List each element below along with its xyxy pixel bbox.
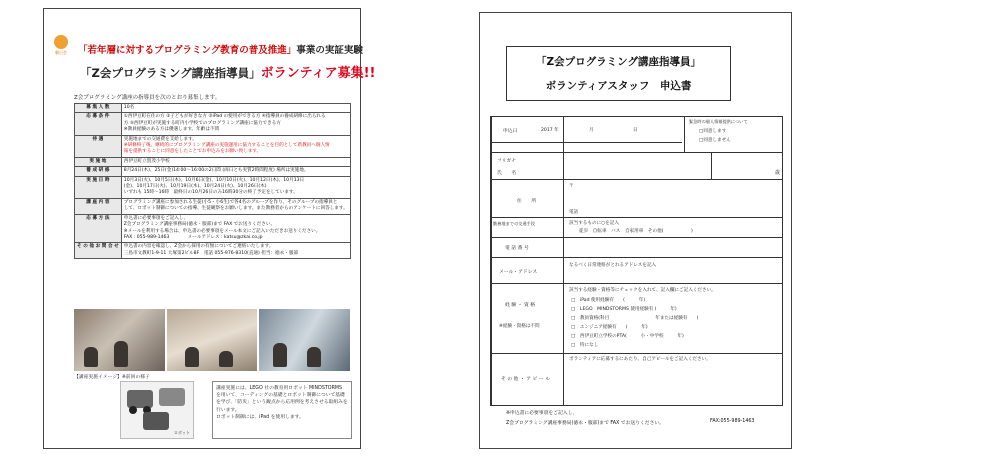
classroom-photos bbox=[74, 309, 350, 371]
details-row-value bbox=[121, 198, 350, 214]
form-footer-instruction: Z会プログラミング講座事務局(徳永・服部)まで FAX でお送りください。 bbox=[506, 421, 664, 426]
date-day: 日 bbox=[633, 128, 638, 133]
lightbulb-icon bbox=[54, 35, 68, 49]
classroom-photo bbox=[259, 309, 350, 371]
details-line: (金)、10月17日(火)、10月19日(木)、10月24日(火)、10月26日(木) bbox=[123, 184, 267, 190]
address-phone-label: 電話 bbox=[569, 210, 579, 215]
classroom-photo bbox=[167, 309, 258, 371]
qualification-checkbox-item[interactable]: □ LEGO MINDSTORMS 使用経験有 ( 年) bbox=[571, 307, 677, 312]
photo-caption: 【講座実施イメージ】※前回の様子 bbox=[74, 375, 150, 380]
details-line: 実施地までの交通費を支給します。 bbox=[123, 136, 197, 142]
address-label: 住 所 bbox=[517, 199, 537, 204]
details-row-value bbox=[121, 135, 350, 157]
details-row-label: そ の 他 お 問 合 せ bbox=[75, 243, 122, 259]
email-label: メール・アドレス bbox=[499, 270, 538, 275]
recruitment-flyer-page bbox=[43, 8, 376, 449]
form-title-line2: ボランティアスタッフ 申込書 bbox=[545, 80, 692, 92]
details-row-label: 実 施 日 時 bbox=[75, 176, 122, 198]
details-row-label: 応 募 方 法 bbox=[75, 214, 122, 243]
details-row bbox=[75, 214, 351, 243]
form-title-box bbox=[506, 46, 731, 101]
qualification-checkbox-item[interactable]: □ エンジニア経験有 ( 年) bbox=[571, 325, 648, 330]
fax-number: FAX:055-989-1463 bbox=[710, 419, 755, 424]
person-figure bbox=[84, 347, 98, 367]
details-row-value bbox=[121, 214, 350, 243]
description-line: 行います。 bbox=[216, 407, 240, 413]
details-line: 方 ⑤西伊豆町が実施する町内小学校でのプログラミング講座に協力できる方 bbox=[123, 120, 281, 126]
details-line: いずれも 15時～16時 最終日の10月26日のみ16時30分の終了予定をしています。 bbox=[123, 190, 298, 196]
description-line: 講座実施には、LEGO 社の教育用ロボット MINDSTORMS bbox=[216, 386, 343, 391]
furigana-label: フリガナ bbox=[497, 159, 516, 164]
transport-label: 勤務地までの交通手段 bbox=[493, 221, 535, 226]
details-row bbox=[75, 167, 351, 176]
details-line: プログラミング講座に参加される生徒(小5・小6生)で各4名のグループを作り、そのグループの指導員と bbox=[123, 199, 338, 205]
flyer-title-accent: ボランティア募集!! bbox=[260, 66, 376, 81]
details-row-value bbox=[121, 157, 350, 166]
description-line: ロボット制御には、iPad を使用します。 bbox=[216, 414, 304, 420]
program-description bbox=[212, 381, 352, 439]
transport-instruction: 該当するものに○を記入 bbox=[569, 221, 619, 226]
details-row bbox=[75, 157, 351, 166]
details-row bbox=[75, 135, 351, 157]
appeal-instruction: ボランティアに応募するにあたり、自己アピールをご記入ください。 bbox=[569, 357, 711, 362]
details-row-label: 実 施 地 bbox=[75, 157, 122, 166]
headline-suffix: 事業の実証実験 bbox=[296, 45, 363, 56]
qualification-checkbox-item[interactable]: □ 教員資格(科目 年または経験有 ) bbox=[571, 316, 699, 321]
date-label: 申込日 bbox=[503, 129, 518, 134]
flyer-headline bbox=[78, 42, 363, 56]
details-row-value bbox=[121, 243, 350, 259]
age-unit: 歳 bbox=[775, 170, 781, 176]
organization-logo bbox=[50, 35, 72, 61]
details-line: 西伊豆町立賀茂小学校 bbox=[123, 158, 170, 164]
project-name: 「若年層に対するプログラミング教育の普及推進」 bbox=[78, 45, 297, 56]
person-figure bbox=[273, 343, 287, 367]
details-row-label: 応 募 条 件 bbox=[75, 113, 122, 135]
person-figure bbox=[114, 341, 128, 367]
details-row-value bbox=[121, 167, 350, 176]
qualification-note: ※経験・資格は不問 bbox=[499, 324, 540, 329]
details-line: ※教員経験のある方は優遇します。年齢は不問 bbox=[123, 127, 220, 133]
details-row-value bbox=[121, 104, 350, 113]
transport-options[interactable]: 徒歩 自転車 バス 自家用車 その他( ) bbox=[579, 229, 693, 234]
qualification-checkbox-item[interactable]: □ 西伊豆町立学校のPTA( 小・中学校 年) bbox=[571, 334, 684, 339]
date-year: 2017 年 bbox=[541, 128, 559, 133]
details-row bbox=[75, 113, 351, 135]
details-row-label: 講 座 内 容 bbox=[75, 198, 122, 214]
details-row-value bbox=[121, 113, 350, 135]
consent-disagree-option[interactable]: □同意しません bbox=[699, 138, 731, 143]
recruitment-details-table bbox=[74, 103, 351, 259]
details-row bbox=[75, 104, 351, 113]
name-label: 氏 名 bbox=[497, 171, 517, 176]
qualification-instruction: 該当する経験・資格等にチェックを入れて、記入欄にご記入ください。 bbox=[569, 288, 716, 293]
consent-agree-option[interactable]: □同意します bbox=[699, 129, 727, 134]
qualification-checkbox-item[interactable]: □ iPad 使用経験有 ( 年) bbox=[571, 298, 646, 303]
details-row bbox=[75, 176, 351, 198]
phone-label: 電 話 番 号 bbox=[505, 246, 529, 251]
wheel-icon bbox=[129, 406, 137, 414]
form-title-line1: 「Z会プログラミング講座指導員」 bbox=[536, 56, 701, 68]
details-line: 三島市文教町1-9-11 大塚第2ビル8F 電話 055-976-8310(直通) 担当：徳永・服部 bbox=[123, 250, 299, 256]
flyer-title bbox=[80, 62, 375, 81]
details-line: FAX : 055-989-1463 メールアドレス : katsu@zkai.co.jp bbox=[123, 234, 263, 240]
logo-caption: 朝日会 bbox=[55, 50, 67, 55]
details-row-label: 待 遇 bbox=[75, 135, 122, 157]
classroom-photo bbox=[74, 309, 165, 371]
details-line: 10月3日(火)、10月5日(木)、10月6日(金)、10月10日(火)、10月12日(木)、10月13日 bbox=[123, 177, 305, 183]
details-row bbox=[75, 198, 351, 214]
details-warning-line: ※研修終了後、継続的にプログラミング講座の実施運用に協力することを目的として新教員へ個人情 bbox=[123, 143, 330, 149]
robot-caption: ロボット bbox=[174, 430, 190, 435]
details-line: ①西伊豆町在住の方 ②子どもが好きな方 ③iPad の使用ができる方 ④指導員の養成研修に出られる bbox=[123, 114, 326, 120]
qualification-checkbox-item[interactable]: □ 特になし bbox=[571, 343, 599, 348]
details-row-value bbox=[121, 176, 350, 198]
details-line: して、ロボット制御についての指導、生徒観察をお願いします。また教務者からのアンケートに回答します。 bbox=[123, 206, 348, 212]
person-figure bbox=[185, 347, 199, 367]
robot-icon bbox=[159, 388, 185, 406]
appeal-label: そ の 他 ・ ア ピ ー ル bbox=[501, 377, 551, 382]
robot-icon bbox=[143, 412, 169, 430]
application-form-page bbox=[479, 12, 792, 449]
person-figure bbox=[307, 347, 321, 367]
person-figure bbox=[219, 351, 233, 367]
postal-mark: 〒 bbox=[569, 184, 574, 189]
details-line: 8月24日(木)、25日(金)14:00～16:00の2日間 (両日とも実質2時間程度) 場所は実施地。 bbox=[123, 168, 309, 174]
robot-image bbox=[120, 381, 194, 439]
description-line: を用いて、コーディングの基礎とロボット制御について基礎 bbox=[216, 393, 345, 399]
qualification-label: 経 験 ・ 資 格 bbox=[505, 303, 536, 308]
application-form-grid bbox=[490, 116, 783, 406]
flyer-title-main: 「Z会プログラミング講座指導員」 bbox=[80, 66, 261, 80]
description-line: を学び、「防災」という観点から応用例を考えさせる取組みを bbox=[216, 400, 348, 406]
details-line: 10名 bbox=[123, 105, 135, 110]
email-note: なるべく日常連絡がとれるアドレスを記入 bbox=[569, 263, 657, 268]
consent-title: 緊急時の個人情報提供について bbox=[689, 119, 748, 124]
date-month: 月 bbox=[589, 128, 594, 133]
form-footer-note: ※申込書に必要事項をご記入し、 bbox=[506, 411, 578, 416]
details-line: 申込書に必要事項をご記入し、 bbox=[123, 215, 189, 221]
details-row-label: 養 成 研 修 bbox=[75, 167, 122, 176]
details-row-label: 募 集 人 数 bbox=[75, 104, 122, 113]
details-line: ※メールを利用する場合は、申込書の必要事項をメール本文にご記入いただきお送りください。 bbox=[123, 228, 321, 234]
flyer-intro: Z会プログラミング講座の指導員を次のとおり募集します。 bbox=[74, 95, 221, 101]
details-line: 申込書の内容を確認し、Z会から採用の有無についてご連絡いたします。 bbox=[123, 244, 274, 250]
details-warning-line: 報を提供することに同意をしたことでお申込みをお願い致します。 bbox=[123, 149, 262, 155]
details-row bbox=[75, 243, 351, 259]
details-line: Z会プログラミング講座事務局(徳永・服部)まで FAX でお送りください。 bbox=[123, 222, 276, 228]
